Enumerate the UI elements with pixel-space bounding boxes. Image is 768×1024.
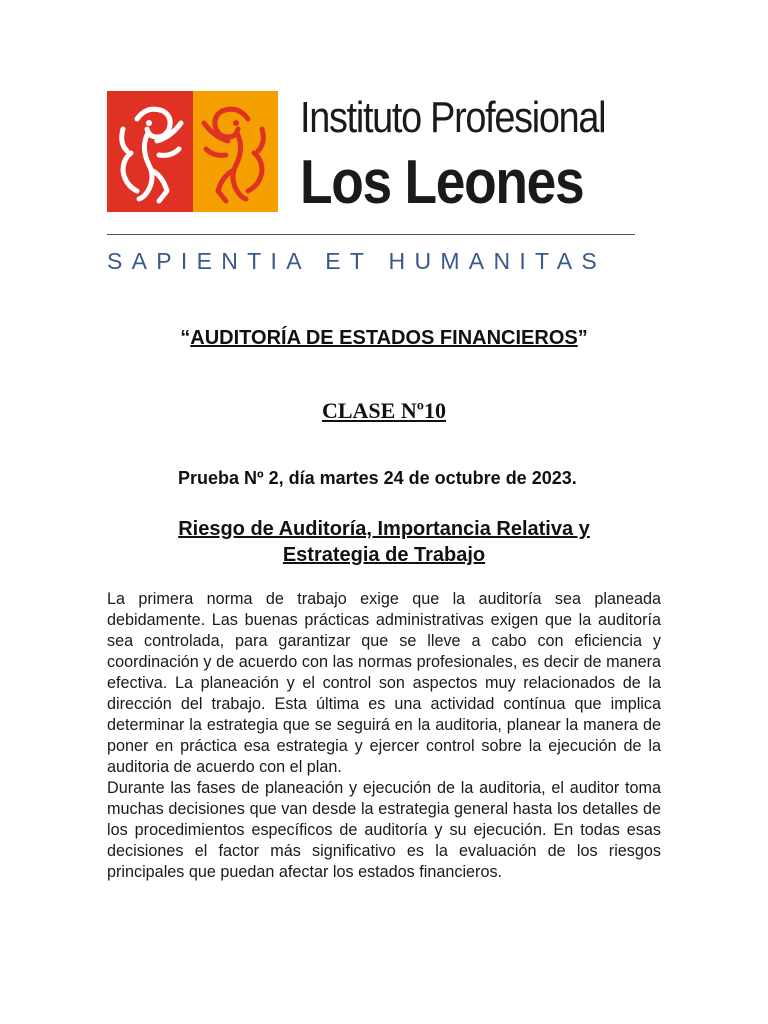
class-title: CLASE Nº10 (321, 398, 446, 423)
institution-motto: SAPIENTIA ET HUMANITAS (107, 248, 606, 274)
course-title-close-quote: ” (577, 327, 588, 349)
course-title (0, 326, 768, 350)
lions-emblem-icon (107, 91, 278, 212)
body-text (107, 589, 661, 883)
body-paragraph-2: Durante las fases de planeación y ejecución de la auditoria, el auditor toma muchas decisiones que van desde la estrategia general hasta los detalles de los procedimientos específicos de auditoría y su ejecución. En todas esas decisiones el factor más significativo es la evaluación de los riesgos principales que puedan afectar los estados financieros. (107, 779, 661, 881)
header-divider (107, 234, 635, 235)
section-title-line1: Riesgo de Auditoría, Importancia Relativa y (178, 518, 590, 540)
section-title-line2: Estrategia de Trabajo (282, 544, 486, 566)
institution-name-line1: Instituto Profesional (300, 93, 606, 142)
course-title-open-quote: “ (180, 327, 191, 349)
exam-date-line: Prueba Nº 2, día martes 24 de octubre de 2023. (178, 468, 577, 488)
institution-logo (107, 91, 278, 212)
section-title (100, 516, 668, 568)
institution-name-line2: Los Leones (300, 148, 584, 217)
course-title-text: AUDITORÍA DE ESTADOS FINANCIEROS (190, 327, 578, 349)
body-paragraph-1: La primera norma de trabajo exige que la auditoría sea planeada debidamente. Las buenas prácticas administrativas exigen que la auditoría sea controlada, para garantizar que se lleve a cabo con eficiencia y coordinación y de acuerdo con las normas profesionales, es decir de manera efectiva. La planeación y el control son aspectos muy relacionados de la dirección del trabajo. Esta última es una actividad contínua que implica determinar la estrategia que se seguirá en la auditoria, planear la manera de poner en práctica esa estrategia y ejercer control sobre la ejecución de la auditoria de acuerdo con el plan. (107, 590, 661, 776)
